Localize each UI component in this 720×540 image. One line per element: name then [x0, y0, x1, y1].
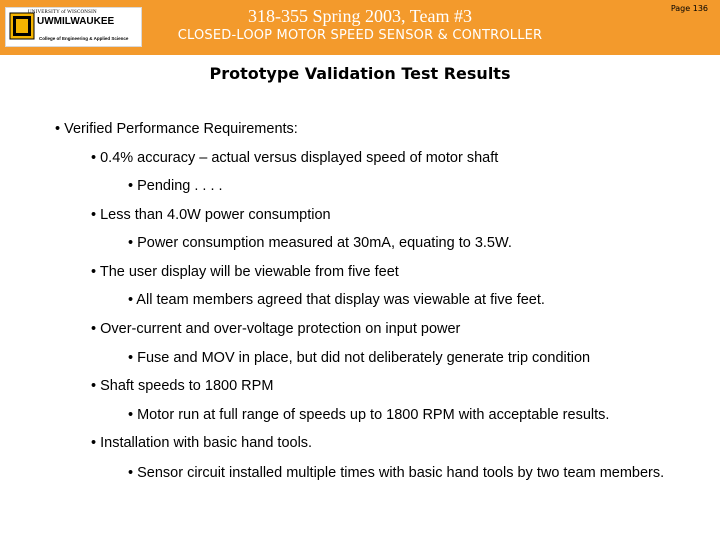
bullet-accuracy: • 0.4% accuracy – actual versus displayed speed of motor shaft — [91, 150, 499, 166]
bullet-protection: • Over-current and over-voltage protection on input power — [91, 321, 461, 337]
page-number: Page 136 — [670, 4, 708, 13]
logo-line-university: UNIVERSITY of WISCONSIN — [28, 10, 97, 15]
bullet-pending: • Pending . . . . — [128, 178, 223, 194]
bullet-sensor-installed: • Sensor circuit installed multiple times with basic hand tools by two team members. — [128, 465, 665, 481]
bullet-fuse-mov: • Fuse and MOV in place, but did not deliberately generate trip condition — [128, 350, 591, 366]
bullet-verified-requirements: • Verified Performance Requirements: — [55, 121, 298, 137]
header-bar — [0, 0, 720, 55]
logo-line-college: College of Engineering & Applied Science — [39, 36, 129, 41]
slide-title: Prototype Validation Test Results — [209, 64, 511, 83]
logo-line-uwm: UWMILWAUKEE — [37, 16, 115, 27]
project-subtitle: CLOSED-LOOP MOTOR SPEED SENSOR & CONTROLLER — [177, 28, 543, 43]
bullet-motor-run: • Motor run at full range of speeds up to 1800 RPM with acceptable results. — [128, 407, 610, 423]
bullet-display-agreed: • All team members agreed that display was viewable at five feet. — [128, 292, 545, 308]
bullet-installation: • Installation with basic hand tools. — [91, 435, 313, 451]
bullet-display: • The user display will be viewable from five feet — [91, 264, 399, 280]
bullet-power: • Less than 4.0W power consumption — [91, 207, 331, 223]
bullet-shaft-speeds: • Shaft speeds to 1800 RPM — [91, 378, 274, 394]
course-title: 318-355 Spring 2003, Team #3 — [248, 6, 472, 26]
bullet-power-measured: • Power consumption measured at 30mA, equating to 3.5W. — [128, 235, 512, 251]
